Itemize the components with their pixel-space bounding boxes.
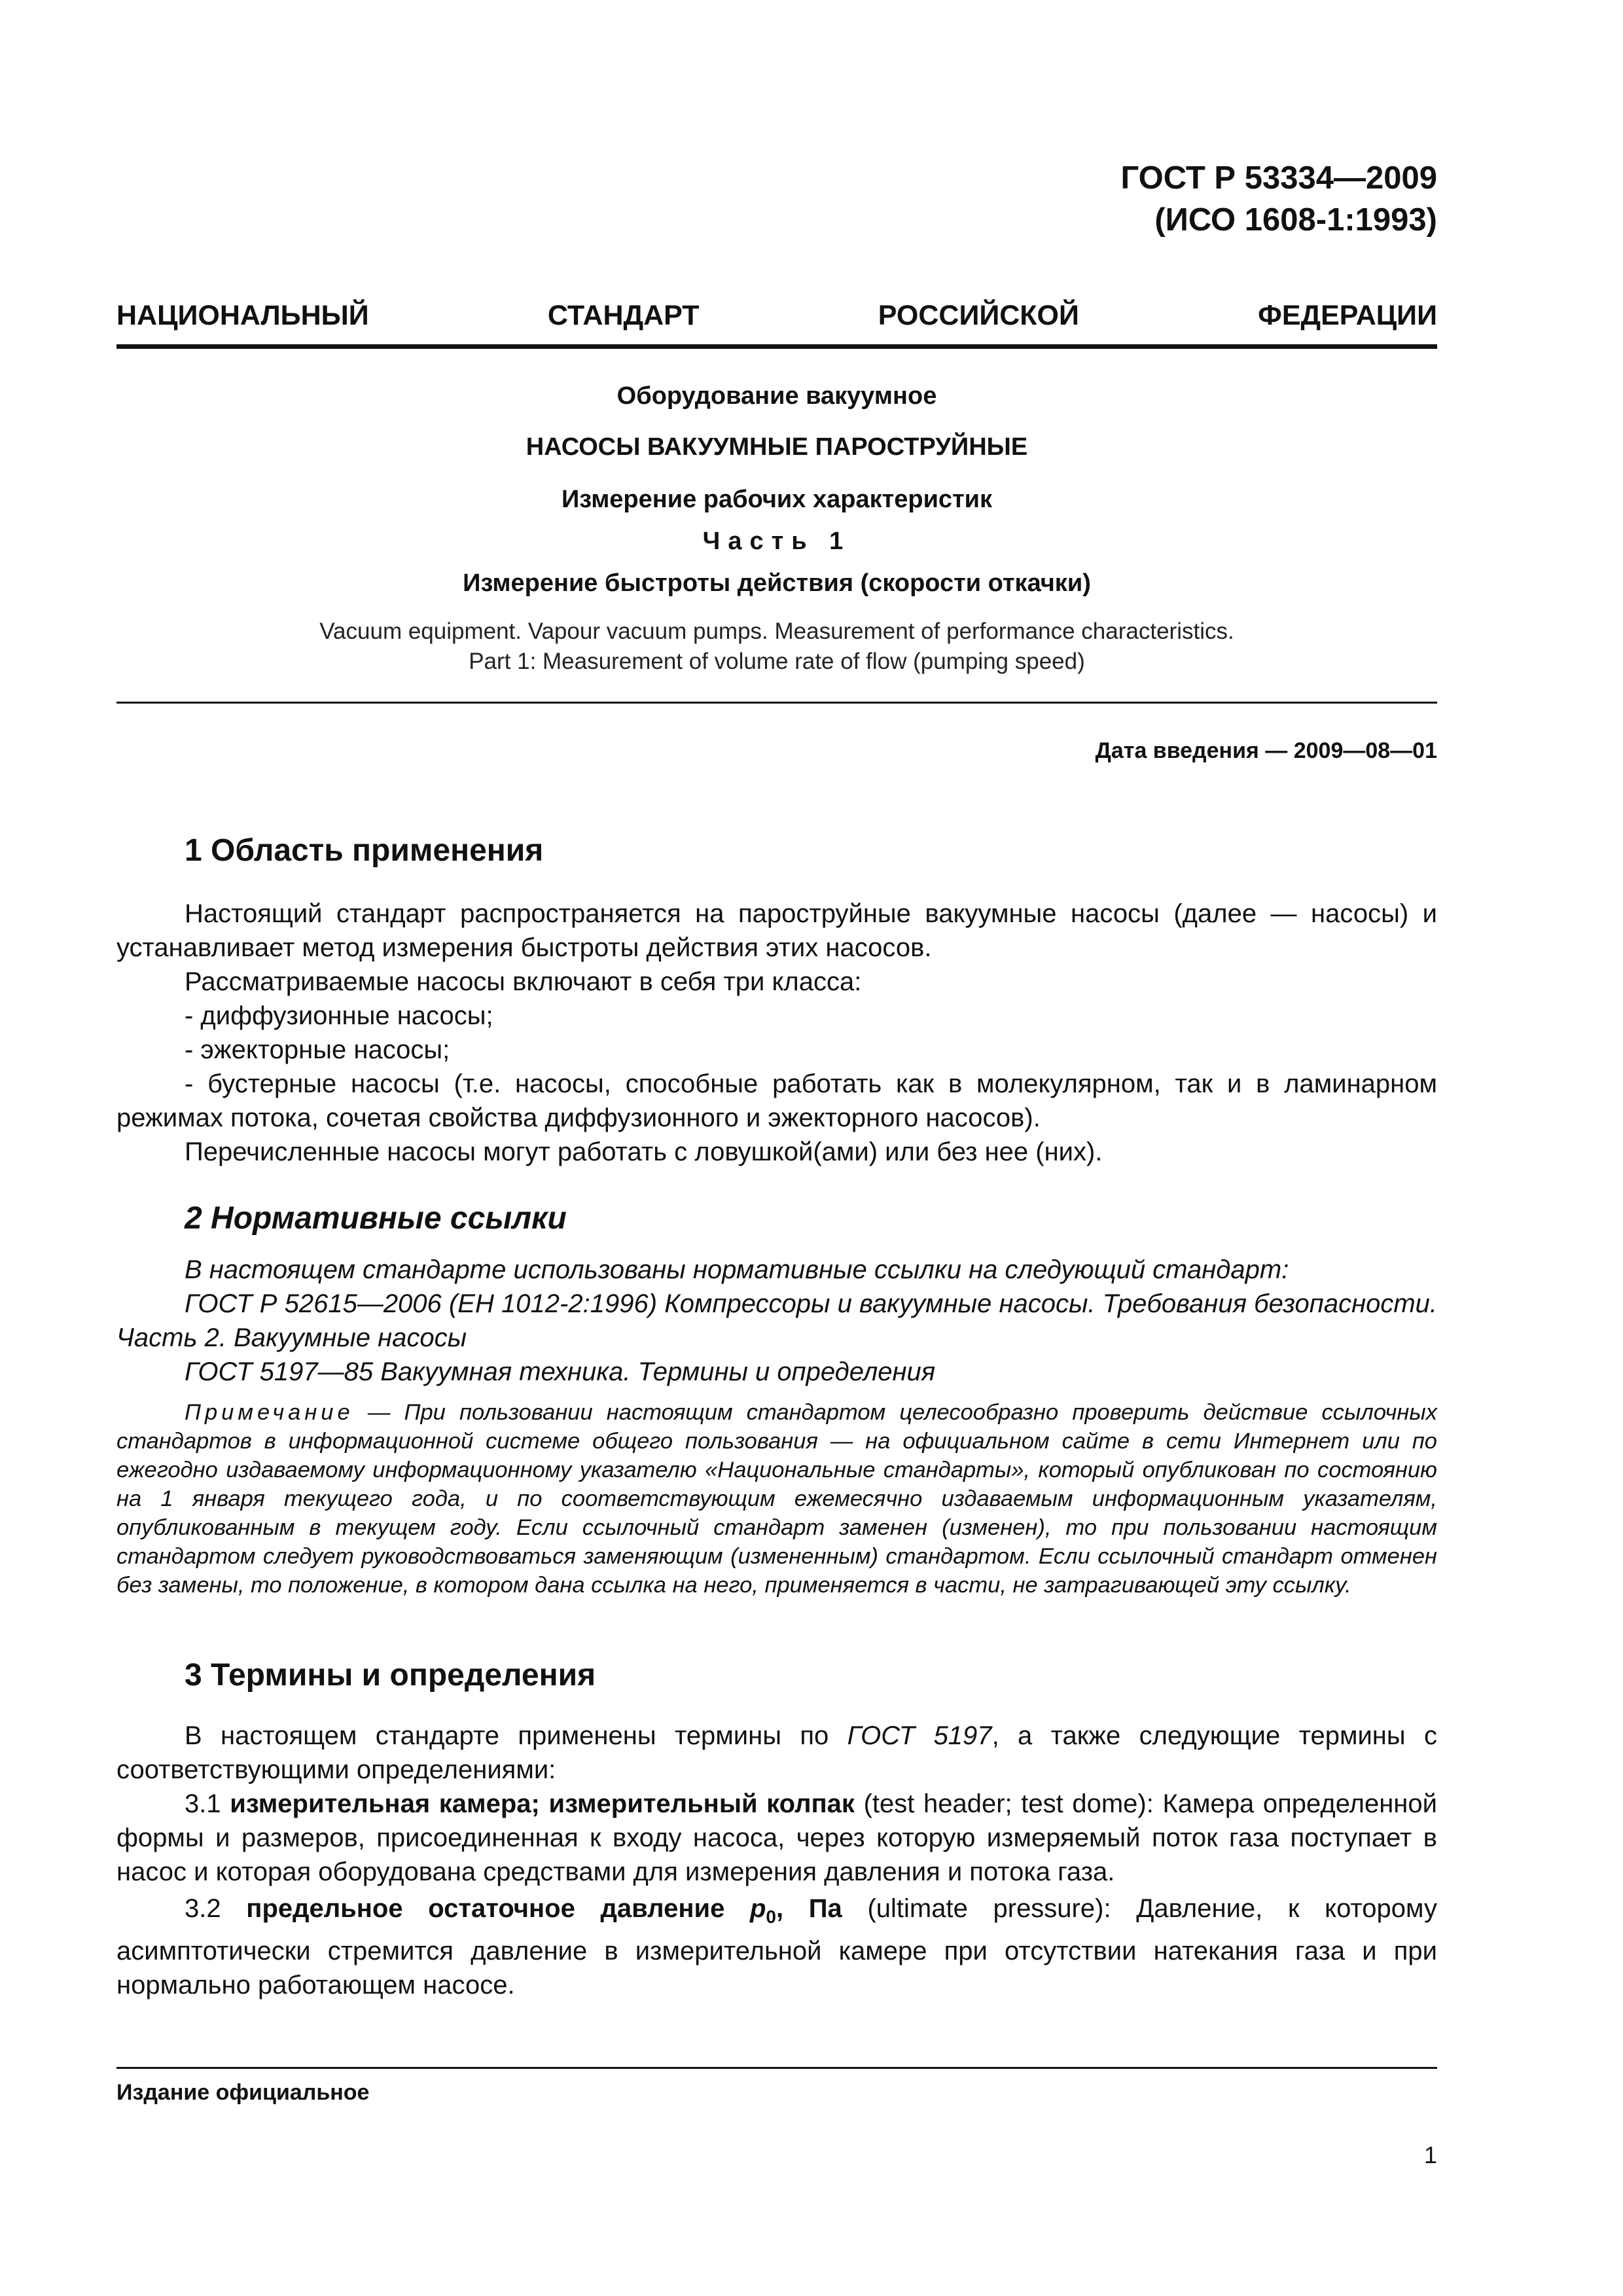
section-3-paragraph-1: В настоящем стандарте применены термины по ГОСТ 5197, а также следующие термины с соответствующими определениями: bbox=[116, 1721, 1438, 1784]
section-2-paragraph-1: В настоящем стандарте использованы нормативные ссылки на следующий стандарт: bbox=[185, 1255, 1289, 1284]
term-3-2: 3.2 предельное остаточное давление $p_0$, Па (ultimate pressure): Давление, к которому асимптотически стремится давление в измерительной камере при отсутствии натекания газа и при нормально работающем насосе. bbox=[116, 1894, 1437, 2000]
note bbox=[116, 1398, 1437, 1600]
section-1-paragraph-1: Настоящий стандарт распространяется на пароструйные вакуумные насосы (далее — насосы) и устанавливает метод измерения быстроты действия этих насосов. bbox=[116, 899, 1437, 962]
english-title-line-2: Part 1: Measurement of volume rate of flow (pumping speed) bbox=[469, 649, 1085, 674]
document-designation bbox=[916, 157, 1437, 241]
english-title-line-1: Vacuum equipment. Vapour vacuum pumps. Measurement of performance characteristics. bbox=[319, 619, 1234, 644]
section-3-heading: 3 Термины и определения bbox=[185, 1658, 596, 1693]
list-item-booster: - бустерные насосы (т.е. насосы, способные работать как в молекулярном, так и в ламинарном режимах потока, сочетая свойства диффузионного и эжекторного насосов). bbox=[116, 1069, 1437, 1132]
term-3-1: 3.1 измерительная камера; измерительный колпак (test header; test dome): Камера определенной формы и размеров, присоединенная к входу насоса, через которую измеряемый поток газа поступает в насос и которая оборудована средствами для измерения давления и потока газа. bbox=[116, 1789, 1437, 1886]
official-edition-label: Издание официальное bbox=[116, 2080, 370, 2105]
header-rule bbox=[116, 344, 1437, 349]
note-label: Примечание bbox=[185, 1400, 354, 1425]
introduction-date: Дата введения — 2009—08—01 bbox=[1095, 738, 1437, 763]
title-part-label: Часть 1 bbox=[702, 528, 851, 555]
section-2-heading: 2 Нормативные ссылки bbox=[185, 1201, 567, 1236]
gost-number: ГОСТ Р 53334—2009 bbox=[1120, 160, 1437, 196]
normative-reference-2: ГОСТ 5197—85 Вакуумная техника. Термины и определения bbox=[185, 1357, 936, 1386]
title-line-1: Оборудование вакуумное bbox=[616, 382, 937, 410]
title-rule bbox=[116, 702, 1437, 704]
iso-number: (ИСО 1608-1:1993) bbox=[1154, 202, 1437, 238]
title-line-3: Измерение рабочих характеристик bbox=[561, 486, 993, 513]
national-standard-banner: НАЦИОНАЛЬНЫЙ СТАНДАРТ РОССИЙСКОЙ ФЕДЕРАЦИИ bbox=[116, 300, 1437, 331]
list-item-diffusion: - диффузионные насосы; bbox=[185, 1001, 493, 1030]
title-line-2: НАСОСЫ ВАКУУМНЫЕ ПАРОСТРУЙНЫЕ bbox=[526, 433, 1028, 461]
section-1-paragraph-2: Рассматриваемые насосы включают в себя три класса: bbox=[185, 967, 862, 996]
note-text: — При пользовании настоящим стандартом целесообразно проверить действие ссылочных стандартов в информационной системе общего пользования — на официальном сайте в сети Интернет или по ежегодно издаваемому информационному указателю «Национальные стандарты», который опубликован по состоянию на 1 января текущего года, и по соответствующим ежемесячно издаваемым информационным указателям, опубликованным в текущем году. Если ссылочный стандарт заменен (изменен), то при пользовании настоящим стандартом следует руководствоваться заменяющим (измененным) стандартом. Если ссылочный стандарт отменен без замены, то положение, в котором дана ссылка на него, применяется в части, не затрагивающей эту ссылку. bbox=[116, 1400, 1437, 1598]
pressure-subscript: 0 bbox=[766, 1907, 776, 1927]
term-3-2-name: предельное остаточное давление bbox=[246, 1894, 750, 1923]
term-3-1-name: измерительная камера; измерительный колпак bbox=[230, 1789, 855, 1818]
page-number: 1 bbox=[1423, 2142, 1437, 2168]
gost-5197-reference: ГОСТ 5197 bbox=[847, 1721, 992, 1750]
section-1-heading: 1 Область применения bbox=[185, 833, 544, 868]
footer-rule bbox=[116, 2067, 1437, 2069]
pressure-symbol: p bbox=[749, 1894, 766, 1923]
normative-reference-1: ГОСТ Р 52615—2006 (ЕН 1012-2:1996) Компрессоры и вакуумные насосы. Требования безопасности. Часть 2. Вакуумные насосы bbox=[116, 1289, 1437, 1352]
title-line-5: Измерение быстроты действия (скорости откачки) bbox=[463, 569, 1091, 597]
list-item-ejector: - эжекторные насосы; bbox=[185, 1035, 450, 1064]
section-1-paragraph-3: Перечисленные насосы могут работать с ловушкой(ами) или без нее (них). bbox=[185, 1138, 1103, 1166]
